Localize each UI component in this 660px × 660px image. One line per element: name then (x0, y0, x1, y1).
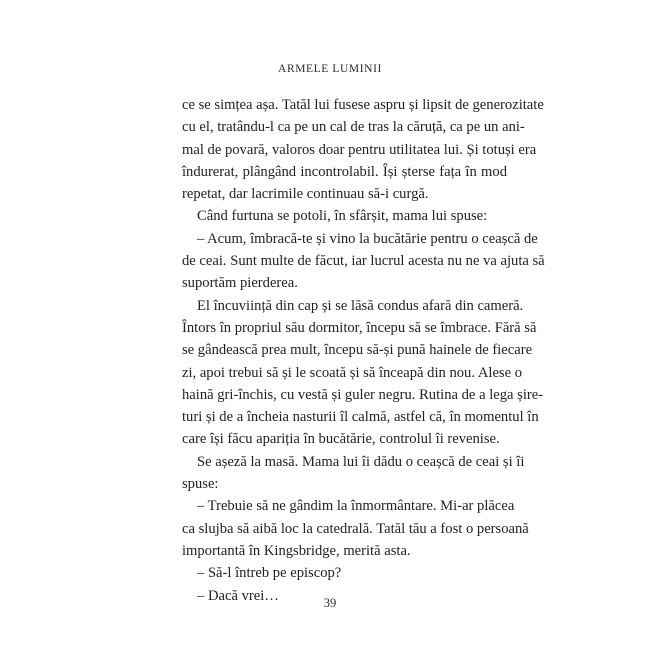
text-line: Când furtuna se potoli, în sfârșit, mama lui spuse: (197, 208, 488, 225)
text-line: de ceai. Sunt multe de făcut, iar lucrul acesta nu ne va ajuta să (182, 253, 545, 270)
text-line: – Acum, îmbracă-te și vino la bucătărie pentru o ceașcă de (197, 230, 538, 247)
text-line: – Să-l întreb pe episcop? (197, 565, 342, 582)
text-line: ce se simțea așa. Tatăl lui fusese aspru și lipsit de generozitate (182, 97, 544, 113)
text-line: mal de povară, valoros doar pentru utilitatea lui. Și totuși era (182, 141, 537, 158)
page-number: 39 (323, 596, 337, 610)
text-line: cu el, tratându-l ca pe un cal de tras la căruță, ca pe un ani- (182, 119, 525, 136)
text-line: îndurerat, plângând incontrolabil. Își șterse fața în mod (182, 163, 507, 180)
text-line: zi, apoi trebui să și le scoată și să înceapă din nou. Alese o (182, 364, 523, 381)
text-line: spuse: (182, 476, 219, 493)
text-line: Întors în propriul său dormitor, începu să se îmbrace. Fără să (182, 319, 537, 336)
text-line: – Trebuie să ne gândim la înmormântare. Mi-ar plăcea (197, 498, 515, 515)
text-line: – Dacă vrei… (197, 587, 279, 604)
text-line: turi și de a încheia nasturii îl calmă, astfel că, în momentul în (182, 409, 539, 426)
text-line: care își făcu apariția în bucătărie, controlul îi revenise. (182, 431, 500, 448)
running-head: ARMELE LUMINII (278, 63, 382, 75)
text-line: haină gri-închis, cu vestă și guler negru. Rutina de a lega șire- (182, 386, 544, 403)
text-line: ca slujba să aibă loc la catedrală. Tatăl tău a fost o persoană (182, 520, 529, 537)
text-line: suportăm pierderea. (182, 275, 298, 292)
text-line: El încuviință din cap și se lăsă condus afară din cameră. (197, 297, 524, 314)
text-line: importantă în Kingsbridge, merită asta. (182, 542, 411, 559)
text-line: Se așeză la masă. Mama lui îi dădu o ceașcă de ceai și îi (197, 453, 525, 470)
text-line: repetat, dar lacrimile continuau să-i curgă. (182, 186, 429, 203)
body-text (182, 94, 545, 607)
text-line: se gândească prea mult, începu să-și pună hainele de fiecare (182, 342, 533, 359)
